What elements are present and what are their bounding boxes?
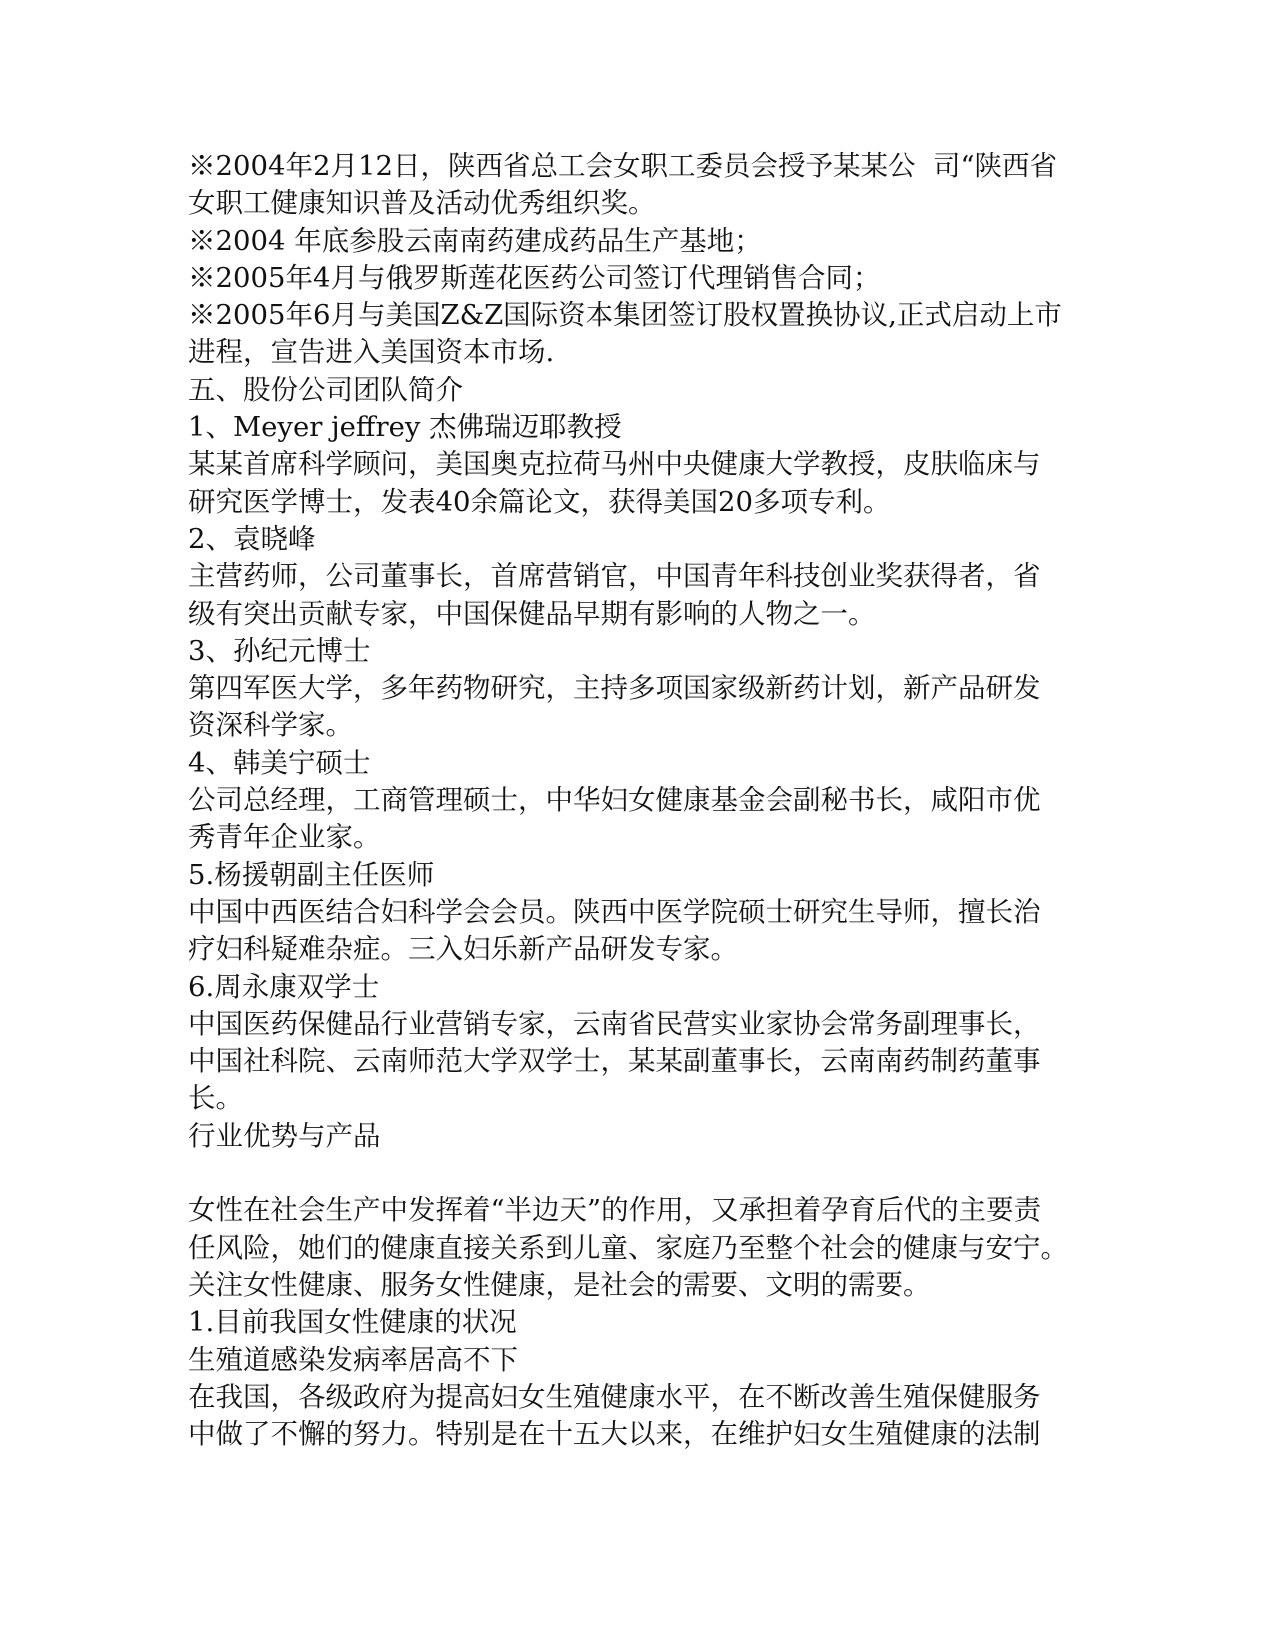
text-line: 在我国，各级政府为提高妇女生殖健康水平，在不断改善生殖保健服务	[188, 1380, 1041, 1413]
team-member-heading: 3、孙纪元博士	[188, 634, 371, 667]
text-line: 资深科学家。	[188, 709, 353, 742]
text-line: 中国医药保健品行业营销专家，云南省民营实业家协会常务副理事长，	[188, 1007, 1041, 1040]
text-line: 任风险，她们的健康直接关系到儿童、家庭乃至整个社会的健康与安宁。	[188, 1231, 1068, 1264]
text-line: 中做了不懈的努力。特别是在十五大以来，在维护妇女生殖健康的法制	[188, 1418, 1041, 1451]
section-heading: 五、股份公司团队简介	[188, 373, 463, 406]
text-line: 级有突出贡献专家，中国保健品早期有影响的人物之一。	[188, 597, 876, 630]
team-member-heading: 1、Meyer jeffrey 杰佛瑞迈耶教授	[188, 411, 622, 444]
text-line: 女职工健康知识普及活动优秀组织奖。	[188, 187, 656, 220]
text-line: 秀青年企业家。	[188, 821, 381, 854]
text-line: 主营药师，公司董事长，首席营销官，中国青年科技创业奖获得者，省	[188, 560, 1041, 593]
text-line: 第四军医大学，多年药物研究，主持多项国家级新药计划，新产品研发	[188, 672, 1041, 705]
text-line: 某某首席科学顾问，美国奥克拉荷马州中央健康大学教授，皮肤临床与	[188, 448, 1041, 481]
text-line: ※2004 年底参股云南南药建成药品生产基地；	[188, 224, 762, 257]
text-line: 中国社科院、云南师范大学双学士，某某副董事长，云南南药制药董事	[188, 1045, 1041, 1078]
text-line: ※2004年2月12日，陕西省总工会女职工委员会授予某某公 司“陕西省	[188, 150, 1058, 182]
document-body	[188, 148, 1088, 1453]
subsection-heading: 1.目前我国女性健康的状况	[188, 1306, 517, 1339]
team-member-heading: 4、韩美宁硕士	[188, 746, 371, 779]
team-member-heading: 6.周永康双学士	[188, 970, 380, 1003]
text-line: 女性在社会生产中发挥着“半边天”的作用，又承担着孕育后代的主要责	[188, 1194, 1042, 1227]
text-line: 中国中西医结合妇科学会会员。陕西中医学院硕士研究生导师，擅长治	[188, 895, 1041, 928]
text-line: ※2005年6月与美国Z&Z国际资本集团签订股权置换协议,正式启动上市	[188, 299, 1062, 332]
team-member-heading: 2、袁晓峰	[188, 522, 316, 555]
text-line: 关注女性健康、服务女性健康，是社会的需要、文明的需要。	[188, 1268, 931, 1301]
text-line: 长。	[188, 1082, 243, 1115]
text-line: 公司总经理，工商管理硕士，中华妇女健康基金会副秘书长，咸阳市优	[188, 784, 1041, 817]
text-line: 进程，宣告进入美国资本市场.	[188, 336, 555, 369]
team-member-heading: 5.杨援朝副主任医师	[188, 858, 435, 891]
subsection-heading: 生殖道感染发病率居高不下	[188, 1343, 518, 1376]
text-line: 研究医学博士，发表40余篇论文，获得美国20多项专利。	[188, 485, 891, 518]
text-line: ※2005年4月与俄罗斯莲花医药公司签订代理销售合同；	[188, 261, 881, 294]
section-heading: 行业优势与产品	[188, 1119, 381, 1152]
text-line: 疗妇科疑难杂症。三入妇乐新产品研发专家。	[188, 933, 738, 966]
blank-line	[188, 1155, 1088, 1192]
